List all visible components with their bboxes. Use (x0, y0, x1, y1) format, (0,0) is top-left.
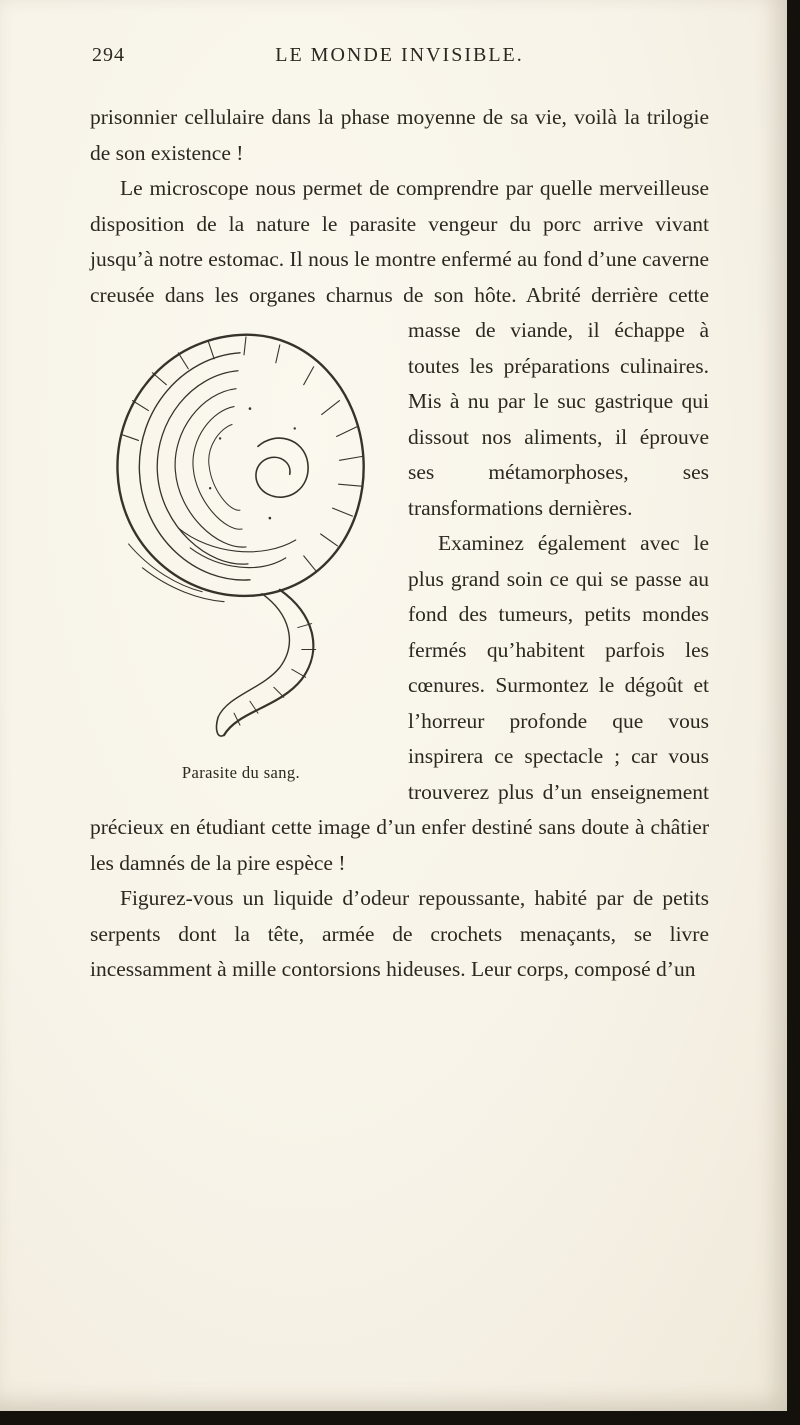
paragraph-4 (90, 881, 709, 988)
page-number: 294 (92, 44, 125, 66)
paragraph-3-text: Examinez également avec le plus grand soin ce qui se passe au fond des tumeurs, petits mondes fermés qu’habitent parfois les cœnures. Surmontez le dégoût et l’horreur profonde que vous inspirera ce spectacle ; car vous trouverez plus d’un enseignement précieux en étudiant cette image d’un enfer destiné sans doute à châtier les damnés de la pire espèce ! (90, 531, 709, 875)
body-text (90, 100, 709, 988)
parasite-engraving-illustration (90, 319, 392, 747)
running-title: LE MONDE INVISIBLE. (275, 44, 524, 66)
paragraph-4-text: Figurez-vous un liquide d’odeur repoussante, habité par de petits serpents dont la tête, armée de crochets menaçants, se livre incessamment à mille contorsions hideuses. Leur corps, composé d’un (90, 886, 709, 981)
running-head (90, 44, 709, 74)
figure-caption: Parasite du sang. (181, 763, 301, 782)
paragraph-1 (90, 100, 709, 171)
parasite-figure (90, 319, 392, 795)
paragraph-2-text-a: Le microscope nous permet de comprendre par quelle merveilleuse disposition de la nature le parasite vengeur du porc arrive vivant jusqu’à notre estomac. Il nous le montre enfermé au fond d’une caverne creusée dans les organes charnus de son hôte. Abrité derrière cette masse de viande, il échappe à (90, 176, 709, 342)
paragraph-2-text-b: toutes les préparations culinaires. Mis à nu par le suc gastrique qui dissout nos aliments, il éprouve ses métamorphoses, ses transformations dernières. (408, 353, 709, 520)
paragraph-1-text: prisonnier cellulaire dans la phase moyenne de sa vie, voilà la trilogie de son existence ! (90, 105, 709, 165)
